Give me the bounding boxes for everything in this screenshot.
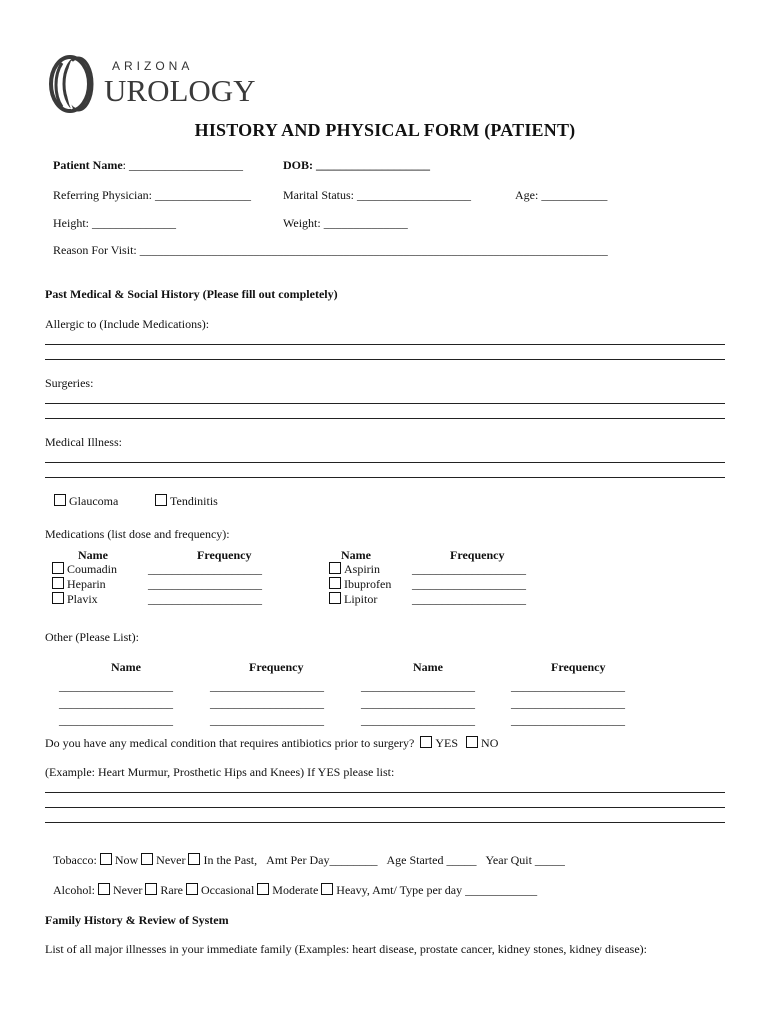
med-plavix[interactable] [52, 592, 98, 606]
heparin-label: Heparin [67, 577, 106, 591]
other-freq-2-2[interactable]: ___________________ [511, 696, 625, 710]
med-ibuprofen[interactable] [329, 577, 391, 591]
alcohol-never-checkbox[interactable] [98, 883, 110, 895]
surgeries-line-1[interactable] [45, 403, 725, 404]
coumadin-label: Coumadin [67, 562, 117, 576]
other-freq-1-1[interactable]: ___________________ [210, 679, 324, 693]
patient-name-label: Patient Name [53, 158, 123, 172]
tobacco-never-checkbox[interactable] [141, 853, 153, 865]
marital-status-field[interactable]: Marital Status: ___________________ [283, 188, 471, 202]
medications-label: Medications (list dose and frequency): [45, 527, 230, 541]
antibiotics-line-1[interactable] [45, 792, 725, 793]
lipitor-label: Lipitor [344, 592, 378, 606]
alcohol-label: Alcohol: [53, 883, 95, 897]
aspirin-checkbox[interactable] [329, 562, 341, 574]
antibiotics-no-checkbox[interactable] [466, 736, 478, 748]
other-name-header-1: Name [111, 660, 141, 674]
height-field[interactable]: Height: ______________ [53, 216, 176, 230]
other-name-2-2[interactable]: ___________________ [361, 696, 475, 710]
alcohol-moderate-label: Moderate [272, 883, 319, 897]
med-name-header-left: Name [78, 548, 108, 562]
antibiotics-yes-checkbox[interactable] [420, 736, 432, 748]
alcohol-heavy-label: Heavy, [336, 883, 370, 897]
illness-label: Medical Illness: [45, 435, 122, 449]
med-heparin[interactable] [52, 577, 106, 591]
past-history-heading: Past Medical & Social History (Please fill out completely) [45, 287, 338, 301]
logo [48, 55, 258, 115]
weight-field[interactable]: Weight: ______________ [283, 216, 408, 230]
referring-physician-field[interactable]: Referring Physician: ________________ [53, 188, 251, 202]
logo-mark-icon [48, 55, 98, 113]
alcohol-occasional-label: Occasional [200, 883, 255, 897]
glaucoma-checkbox[interactable] [54, 494, 66, 506]
allergic-line-2[interactable] [45, 359, 725, 360]
med-freq-header-left: Frequency [197, 548, 252, 562]
allergic-label: Allergic to (Include Medications): [45, 317, 210, 331]
tobacco-amount-field[interactable]: Amt Per Day________ [266, 853, 378, 867]
other-freq-2-3[interactable]: ___________________ [511, 713, 625, 727]
alcohol-occasional-checkbox[interactable] [186, 883, 198, 895]
ibuprofen-frequency[interactable]: ___________________ [412, 577, 526, 591]
tobacco-now-label: Now [114, 853, 139, 867]
med-coumadin[interactable] [52, 562, 117, 576]
tobacco-now-checkbox[interactable] [100, 853, 112, 865]
ibuprofen-label: Ibuprofen [344, 577, 392, 591]
antibiotics-yes-label: YES [435, 736, 459, 750]
antibiotics-row [45, 736, 498, 750]
med-freq-header-right: Frequency [450, 548, 505, 562]
alcohol-rare-label: Rare [160, 883, 183, 897]
reason-for-visit-field[interactable]: Reason For Visit: ______________________________________________________________________________ [53, 243, 608, 257]
other-name-2-3[interactable]: ___________________ [361, 713, 475, 727]
antibiotics-example: (Example: Heart Murmur, Prosthetic Hips and Knees) If YES please list: [45, 765, 395, 779]
other-label: Other (Please List): [45, 630, 139, 644]
other-freq-1-3[interactable]: ___________________ [210, 713, 324, 727]
alcohol-heavy-checkbox[interactable] [321, 883, 333, 895]
other-freq-1-2[interactable]: ___________________ [210, 696, 324, 710]
patient-name-blank: : ___________________ [122, 158, 243, 172]
other-freq-2-1[interactable]: ___________________ [511, 679, 625, 693]
plavix-checkbox[interactable] [52, 592, 64, 604]
other-name-header-2: Name [413, 660, 443, 674]
tobacco-never-label: Never [156, 853, 186, 867]
antibiotics-no-label: NO [481, 736, 499, 750]
alcohol-never-label: Never [113, 883, 143, 897]
antibiotics-question: Do you have any medical condition that requires antibiotics prior to surgery? [45, 736, 415, 750]
coumadin-frequency[interactable]: ___________________ [148, 562, 262, 576]
tobacco-past-label: In the Past, [203, 853, 258, 867]
glaucoma-option[interactable] [54, 494, 118, 508]
logo-top-text: ARIZONA [112, 59, 194, 73]
heparin-checkbox[interactable] [52, 577, 64, 589]
tendinitis-label: Tendinitis [170, 494, 218, 508]
other-name-2-1[interactable]: ___________________ [361, 679, 475, 693]
illness-line-1[interactable] [45, 462, 725, 463]
antibiotics-line-3[interactable] [45, 822, 725, 823]
illness-line-2[interactable] [45, 477, 725, 478]
glaucoma-label: Glaucoma [69, 494, 119, 508]
other-name-1-3[interactable]: ___________________ [59, 713, 173, 727]
other-freq-header-2: Frequency [551, 660, 606, 674]
lipitor-checkbox[interactable] [329, 592, 341, 604]
allergic-line-1[interactable] [45, 344, 725, 345]
age-field[interactable]: Age: ___________ [515, 188, 608, 202]
tendinitis-option[interactable] [155, 494, 218, 508]
surgeries-line-2[interactable] [45, 418, 725, 419]
alcohol-moderate-checkbox[interactable] [257, 883, 269, 895]
alcohol-amount-type-field[interactable]: Amt/ Type per day ____________ [372, 883, 538, 897]
patient-name-field[interactable] [53, 158, 243, 172]
page-title: HISTORY AND PHYSICAL FORM (PATIENT) [194, 120, 576, 140]
tobacco-label: Tobacco: [53, 853, 97, 867]
plavix-frequency[interactable]: ___________________ [148, 592, 262, 606]
other-name-1-1[interactable]: ___________________ [59, 679, 173, 693]
med-name-header-right: Name [341, 548, 371, 562]
coumadin-checkbox[interactable] [52, 562, 64, 574]
other-name-1-2[interactable]: ___________________ [59, 696, 173, 710]
aspirin-label: Aspirin [344, 562, 380, 576]
other-freq-header-1: Frequency [249, 660, 304, 674]
antibiotics-line-2[interactable] [45, 807, 725, 808]
lipitor-frequency[interactable]: ___________________ [412, 592, 526, 606]
aspirin-frequency[interactable]: ___________________ [412, 562, 526, 576]
med-lipitor[interactable] [329, 592, 377, 606]
family-history-list-label: List of all major illnesses in your immediate family (Examples: heart disease, prostate cancer, kidney stones, kidney disease): [45, 942, 648, 956]
ibuprofen-checkbox[interactable] [329, 577, 341, 589]
alcohol-row [53, 883, 537, 897]
tobacco-past-checkbox[interactable] [188, 853, 200, 865]
med-aspirin[interactable] [329, 562, 380, 576]
tobacco-row [53, 853, 565, 867]
heparin-frequency[interactable]: ___________________ [148, 577, 262, 591]
dob-field[interactable]: DOB: ___________________ [283, 158, 430, 172]
tobacco-year-quit-field[interactable]: Year Quit _____ [485, 853, 565, 867]
family-history-heading: Family History & Review of System [45, 913, 229, 927]
surgeries-label: Surgeries: [45, 376, 94, 390]
tobacco-age-started-field[interactable]: Age Started _____ [386, 853, 477, 867]
logo-main-text: UROLOGY [104, 73, 256, 108]
alcohol-rare-checkbox[interactable] [145, 883, 157, 895]
tendinitis-checkbox[interactable] [155, 494, 167, 506]
plavix-label: Plavix [67, 592, 98, 606]
